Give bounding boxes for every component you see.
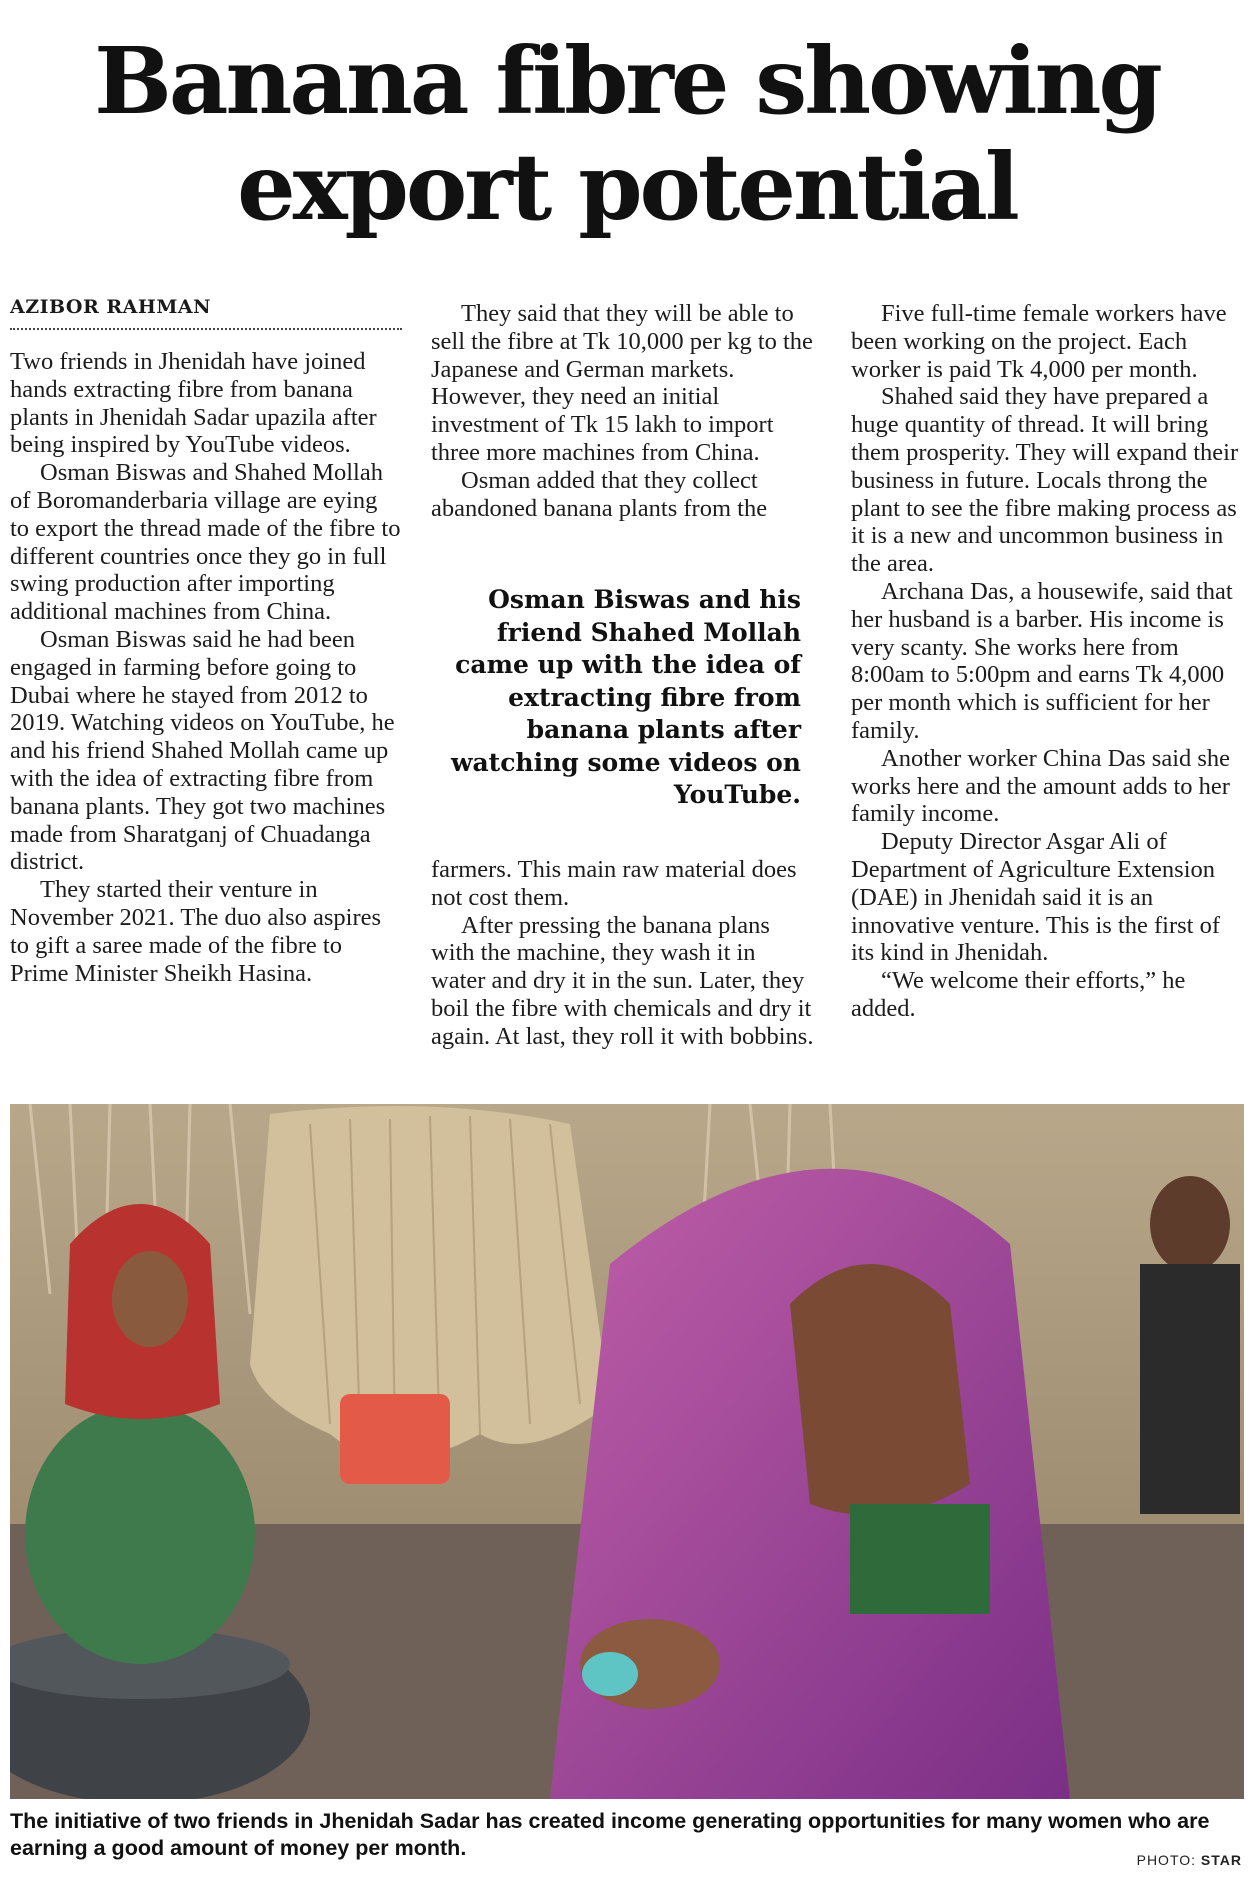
- byline: AZIBOR RAHMAN: [10, 296, 402, 330]
- photo-credit-source: STAR: [1200, 1852, 1242, 1868]
- article-column-2-bottom: [431, 856, 816, 1051]
- worker-background-body: [1140, 1264, 1240, 1514]
- paragraph: Two friends in Jhenidah have joined hands extracting fibre from banana plants in Jhenidah Sadar upazila after being inspired by YouTube videos.: [10, 348, 377, 459]
- paragraph: farmers. This main raw material does not cost them.: [431, 856, 797, 911]
- article-column-1: [10, 348, 402, 987]
- red-basket: [340, 1394, 450, 1484]
- headline-line-1: Banana fibre showing: [94, 27, 1160, 135]
- paragraph: Osman Biswas said he had been engaged in farming before going to Dubai where he stayed from 2012 to 2019. Watching videos on YouTube, he and his friend Shahed Mollah came up with the idea of extracting fibre from banana plants. They got two machines made from Sharatganj of Chuadanga district.: [10, 625, 395, 876]
- photo-credit: [1137, 1852, 1242, 1868]
- paragraph: Deputy Director Asgar Ali of Department of Agriculture Extension (DAE) in Jhenidah said it is an innovative venture. This is the first of its kind in Jhenidah.: [851, 828, 1221, 967]
- paragraph: Shahed said they have prepared a huge quantity of thread. It will bring them prosperity. They will expand their business in future. Locals throng the plant to see the fibre making process as it is a new and uncommon business in the area.: [851, 383, 1239, 578]
- paragraph: Archana Das, a housewife, said that her husband is a barber. His income is very scanty. She works here from 8:00am to 5:00pm and earns Tk 4,000 per month which is sufficient for her family.: [851, 577, 1233, 744]
- paragraph: Five full-time female workers have been working on the project. Each worker is paid Tk 4,000 per month.: [851, 300, 1227, 383]
- worker-left-face: [112, 1251, 188, 1347]
- headline-line-2: export potential: [237, 133, 1017, 241]
- photo-illustration: [10, 1104, 1244, 1799]
- paragraph: After pressing the banana plans with the machine, they wash it in water and dry it in the sun. Later, they boil the fibre with chemicals and dry it again. At last, they roll it with bobbins.: [431, 911, 814, 1050]
- worker-right-blouse: [850, 1504, 990, 1614]
- paragraph: Another worker China Das said she works here and the amount adds to her family income.: [851, 744, 1231, 828]
- paragraph: “We welcome their efforts,” he added.: [851, 967, 1186, 1022]
- photo-caption: The initiative of two friends in Jhenidah Sadar has created income generating opportunities for many women who are earning a good amount of money per month.: [10, 1809, 1210, 1860]
- paragraph: Osman added that they collect abandoned banana plants from the: [431, 466, 768, 522]
- headline: [0, 28, 1254, 240]
- paragraph: They started their venture in November 2021. The duo also aspires to gift a saree made of the fibre to Prime Minister Sheikh Hasina.: [10, 876, 382, 987]
- article-photo: [10, 1104, 1244, 1799]
- paragraph: Osman Biswas and Shahed Mollah of Boromanderbaria village are eying to export the thread made of the fibre to different countries once they go in full swing production after importing additional machines from China.: [10, 459, 401, 626]
- article-column-2-top: [431, 300, 816, 522]
- paragraph: They said that they will be able to sell the fibre at Tk 10,000 per kg to the Japanese and German markets. However, they need an initial investment of Tk 15 lakh to import three more machines from China.: [431, 300, 813, 466]
- thread-bobbin: [582, 1652, 638, 1696]
- photo-credit-label: PHOTO:: [1136, 1852, 1197, 1868]
- worker-right-face: [790, 1264, 970, 1515]
- worker-left-body: [25, 1404, 255, 1664]
- pull-quote: Osman Biswas and his friend Shahed Mollah came up with the idea of extracting fibre from banana plants after watching some videos on YouTube.: [450, 585, 801, 809]
- worker-background-head: [1150, 1176, 1230, 1272]
- article-column-3: [851, 300, 1243, 1023]
